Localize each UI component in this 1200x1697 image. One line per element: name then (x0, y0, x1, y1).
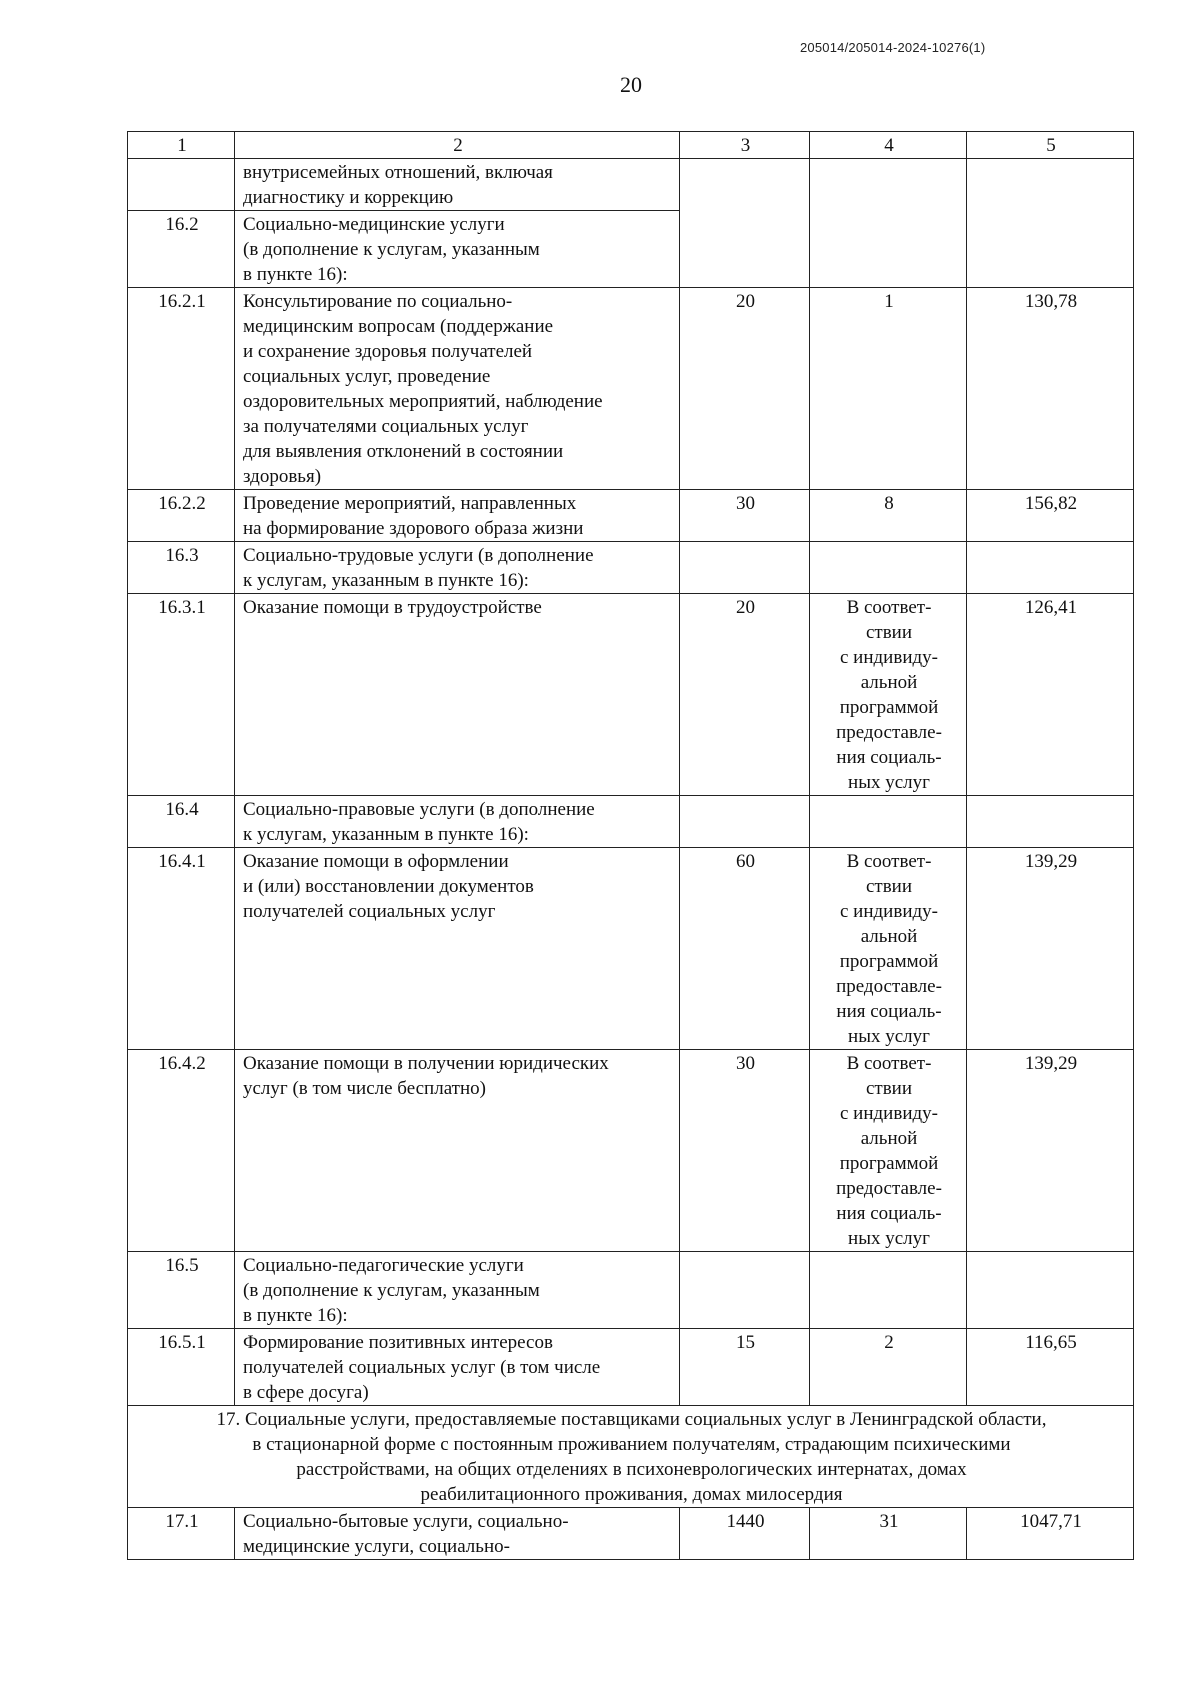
service-name-cell (235, 490, 680, 542)
tariff-value: 139,29 (967, 848, 1134, 1050)
table-row (128, 1508, 1134, 1560)
text-line: альной (860, 672, 918, 693)
tariff-value (967, 542, 1134, 594)
row-number: 16.4.1 (128, 848, 235, 1050)
tariff-value: 156,82 (967, 490, 1134, 542)
table-row (128, 1050, 1134, 1252)
table-row (128, 594, 1134, 796)
text-line: к услугам, указанным в пункте 16): (243, 570, 529, 591)
tariff-value (967, 1252, 1134, 1329)
row-number: 16.4 (128, 796, 235, 848)
service-name-cell (235, 159, 680, 211)
text-line: альной (860, 1128, 918, 1149)
text-line: ния социаль- (836, 1203, 942, 1224)
text-line: внутрисемейных отношений, включая (243, 162, 553, 183)
text-line: Оказание помощи в получении юридических (243, 1053, 609, 1074)
section-heading-row (128, 1406, 1134, 1508)
time-norm-value (680, 211, 810, 288)
tariff-value: 116,65 (967, 1329, 1134, 1406)
text-line: Оказание помощи в оформлении (243, 851, 509, 872)
text-line: ствии (865, 876, 913, 897)
text-line: В соответ- (846, 597, 932, 618)
periodicity-cell (810, 288, 967, 490)
column-number-row (128, 132, 1134, 159)
text-line: Консультирование по социально- (243, 291, 513, 312)
services-table-body (128, 132, 1134, 1560)
services-table (127, 131, 1134, 1560)
row-number: 16.4.2 (128, 1050, 235, 1252)
row-number: 16.5.1 (128, 1329, 235, 1406)
text-line: В соответ- (846, 1053, 932, 1074)
text-line: ных услуг (848, 1026, 930, 1047)
text-line: Социально-медицинские услуги (243, 214, 505, 235)
tariff-value: 1047,71 (967, 1508, 1134, 1560)
tariff-cell (967, 159, 1134, 211)
time-norm-value: 30 (680, 1050, 810, 1252)
periodicity-cell (810, 159, 967, 211)
row-number: 16.3.1 (128, 594, 235, 796)
time-norm-value: 30 (680, 490, 810, 542)
service-name-cell (235, 594, 680, 796)
time-norm-value: 1440 (680, 1508, 810, 1560)
text-line: медицинским вопросам (поддержание (243, 316, 554, 337)
table-row (128, 796, 1134, 848)
text-line: в сфере досуга) (243, 1382, 369, 1403)
table-row (128, 159, 1134, 211)
text-line: Формирование позитивных интересов (243, 1332, 553, 1353)
column-number-4: 4 (810, 132, 967, 159)
text-line: программой (839, 697, 939, 718)
tariff-value: 139,29 (967, 1050, 1134, 1252)
text-line: за получателями социальных услуг (243, 416, 529, 437)
text-line: 1 (884, 291, 894, 312)
text-line: 31 (879, 1511, 899, 1532)
document-registration-id: 205014/205014-2024-10276(1) (800, 40, 986, 55)
table-row (128, 490, 1134, 542)
service-name-cell (235, 1508, 680, 1560)
row-number: 16.3 (128, 542, 235, 594)
text-line: в пункте 16): (243, 264, 348, 285)
text-line: с индивиду- (840, 901, 938, 922)
service-name-cell (235, 288, 680, 490)
text-line: диагностику и коррекцию (243, 187, 454, 208)
text-line: ствии (865, 622, 913, 643)
text-line: ния социаль- (836, 747, 942, 768)
service-name-cell (235, 1329, 680, 1406)
text-line: 2 (884, 1332, 894, 1353)
periodicity-cell (810, 211, 967, 288)
service-name-cell (235, 1252, 680, 1329)
text-line: Социально-правовые услуги (в дополнение (243, 799, 595, 820)
service-name-cell (235, 542, 680, 594)
text-line: реабилитационного проживания, домах милосердия (420, 1484, 843, 1505)
service-name-cell (235, 211, 680, 288)
text-line: (в дополнение к услугам, указанным (243, 1280, 540, 1301)
text-line: услуг (в том числе бесплатно) (243, 1078, 486, 1099)
time-norm-value (680, 1252, 810, 1329)
table-row (128, 1252, 1134, 1329)
tariff-value (967, 796, 1134, 848)
table-row (128, 1329, 1134, 1406)
text-line: в стационарной форме с постоянным проживанием получателям, страдающим психическими (252, 1434, 1011, 1455)
tariff-value (967, 211, 1134, 288)
text-line: расстройствами, на общих отделениях в психоневрологических интернатах, домах (296, 1459, 967, 1480)
text-line: 17. Социальные услуги, предоставляемые поставщиками социальных услуг в Ленинградской области, (216, 1409, 1047, 1430)
text-line: получателей социальных услуг (243, 901, 496, 922)
section-17-heading (128, 1406, 1134, 1508)
time-norm-value: 20 (680, 288, 810, 490)
text-line: социальных услуг, проведение (243, 366, 491, 387)
text-line: медицинские услуги, социально- (243, 1536, 510, 1557)
periodicity-cell (810, 542, 967, 594)
text-line: (в дополнение к услугам, указанным (243, 239, 540, 260)
text-line: ствии (865, 1078, 913, 1099)
text-line: программой (839, 1153, 939, 1174)
tariff-value: 130,78 (967, 288, 1134, 490)
table-row (128, 288, 1134, 490)
text-line: 8 (884, 493, 894, 514)
periodicity-cell (810, 490, 967, 542)
text-line: Проведение мероприятий, направленных (243, 493, 577, 514)
time-norm-value: 60 (680, 848, 810, 1050)
periodicity-cell (810, 1050, 967, 1252)
time-norm-cell (680, 159, 810, 211)
text-line: альной (860, 926, 918, 947)
time-norm-value (680, 796, 810, 848)
text-line: и сохранение здоровья получателей (243, 341, 533, 362)
text-line: В соответ- (846, 851, 932, 872)
time-norm-value: 20 (680, 594, 810, 796)
column-number-2: 2 (235, 132, 680, 159)
text-line: предоставле- (836, 976, 942, 997)
column-number-1: 1 (128, 132, 235, 159)
text-line: предоставле- (836, 1178, 942, 1199)
text-line: программой (839, 951, 939, 972)
service-name-cell (235, 1050, 680, 1252)
table-row (128, 211, 1134, 288)
periodicity-cell (810, 1252, 967, 1329)
text-line: Социально-бытовые услуги, социально- (243, 1511, 569, 1532)
text-line: с индивиду- (840, 1103, 938, 1124)
table-row (128, 542, 1134, 594)
text-line: оздоровительных мероприятий, наблюдение (243, 391, 603, 412)
periodicity-cell (810, 1508, 967, 1560)
tariff-value: 126,41 (967, 594, 1134, 796)
row-number: 16.2.1 (128, 288, 235, 490)
text-line: Оказание помощи в трудоустройстве (243, 597, 542, 618)
row-number: 16.2 (128, 211, 235, 288)
column-number-3: 3 (680, 132, 810, 159)
row-number-cell (128, 159, 235, 211)
text-line: ных услуг (848, 772, 930, 793)
text-line: для выявления отклонений в состоянии (243, 441, 564, 462)
table-row (128, 848, 1134, 1050)
periodicity-cell (810, 1329, 967, 1406)
row-number: 16.5 (128, 1252, 235, 1329)
service-name-cell (235, 848, 680, 1050)
periodicity-cell (810, 594, 967, 796)
text-line: с индивиду- (840, 647, 938, 668)
row-number: 17.1 (128, 1508, 235, 1560)
periodicity-cell (810, 796, 967, 848)
text-line: ния социаль- (836, 1001, 942, 1022)
text-line: Социально-трудовые услуги (в дополнение (243, 545, 594, 566)
periodicity-cell (810, 848, 967, 1050)
text-line: здоровья) (243, 466, 322, 487)
page-number: 20 (620, 72, 642, 97)
time-norm-value (680, 542, 810, 594)
row-number: 16.2.2 (128, 490, 235, 542)
text-line: в пункте 16): (243, 1305, 348, 1326)
text-line: предоставле- (836, 722, 942, 743)
text-line: ных услуг (848, 1228, 930, 1249)
time-norm-value: 15 (680, 1329, 810, 1406)
text-line: и (или) восстановлении документов (243, 876, 534, 897)
text-line: к услугам, указанным в пункте 16): (243, 824, 529, 845)
column-number-5: 5 (967, 132, 1134, 159)
service-name-cell (235, 796, 680, 848)
text-line: на формирование здорового образа жизни (243, 518, 584, 539)
text-line: получателей социальных услуг (в том числе (243, 1357, 601, 1378)
text-line: Социально-педагогические услуги (243, 1255, 524, 1276)
